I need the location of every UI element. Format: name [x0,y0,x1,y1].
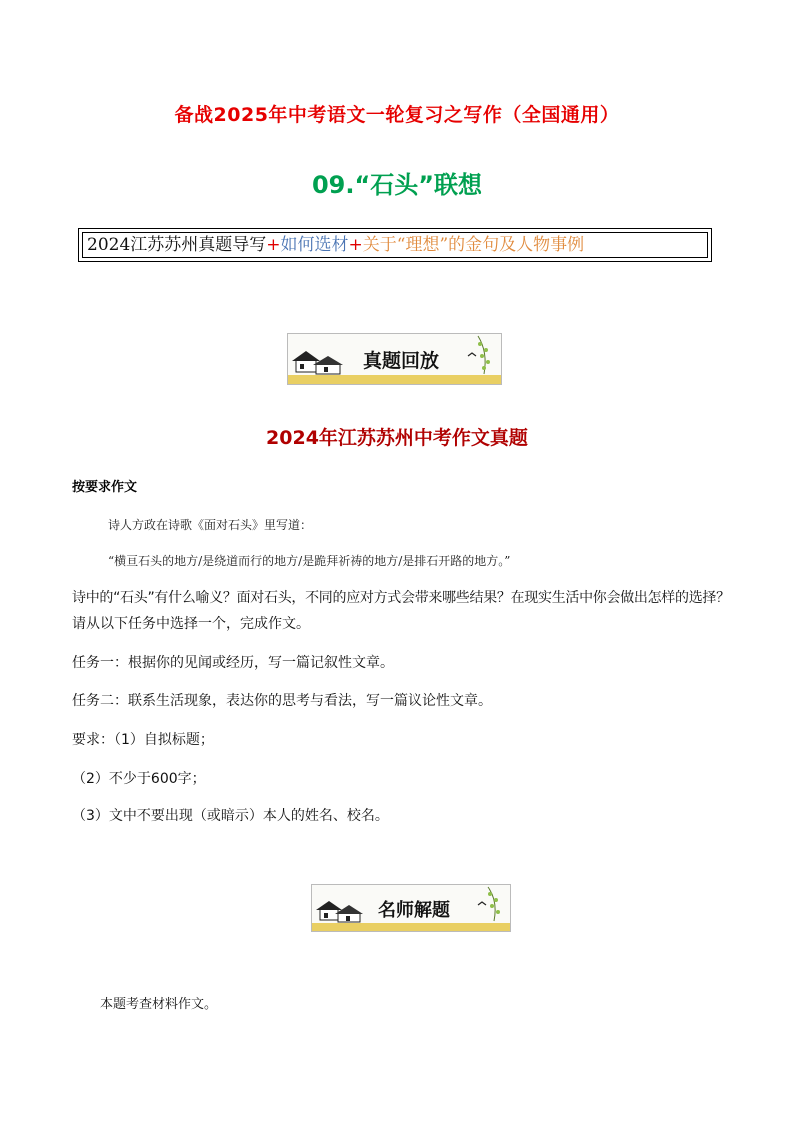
rule-1: 要求：（1）自拟标题； [72,732,214,748]
question-line-2: 请从以下任务中选择一个，完成作文。 [72,616,310,632]
requirement-heading: 按要求作文 [72,480,138,495]
analysis-text: 本题考查材料作文。 [100,997,218,1012]
rule-2: （2）不少于600字； [72,771,206,787]
task-1: 任务一：根据你的见闻或经历，写一篇记叙性文章。 [72,655,394,671]
poem-intro: 诗人方政在诗歌《面对石头》里写道： [108,518,313,532]
banner-plus-1: + [266,235,281,255]
document-title: 备战2025年中考语文一轮复习之写作（全国通用） [174,104,620,126]
section-badge-analysis [311,884,511,932]
question-line-1: 诗中的“石头”有什么喻义？面对石头，不同的应对方式会带来哪些结果？在现实生活中你会做出怎样的选择？ [72,590,730,606]
document-subtitle: 09.“石头”联想 [311,171,483,199]
badge-ground [312,923,510,931]
rule-3: （3）文中不要出现（或暗示）本人的姓名、校名。 [72,808,389,824]
section-badge-label: 名师解题 [378,900,450,921]
task-2: 任务二：联系生活现象，表达你的思考与看法，写一篇议论性文章。 [72,693,492,709]
poem-lines: “横亘石头的地方/是绕道而行的地方/是跪拜祈祷的地方/是排石开路的地方。” [108,554,511,568]
banner-part-3: 关于“理想”的金句及人物事例 [362,235,585,255]
badge-ground [288,375,501,384]
banner-part-1: 2024江苏苏州真题导写 [87,235,267,255]
banner-part-2: 如何选材 [280,235,349,255]
section-badge-review [287,333,502,385]
banner-plus-2: + [348,235,363,255]
topic-banner [82,232,708,258]
exam-title: 2024年江苏苏州中考作文真题 [266,427,528,449]
section-badge-label: 真题回放 [363,350,440,372]
